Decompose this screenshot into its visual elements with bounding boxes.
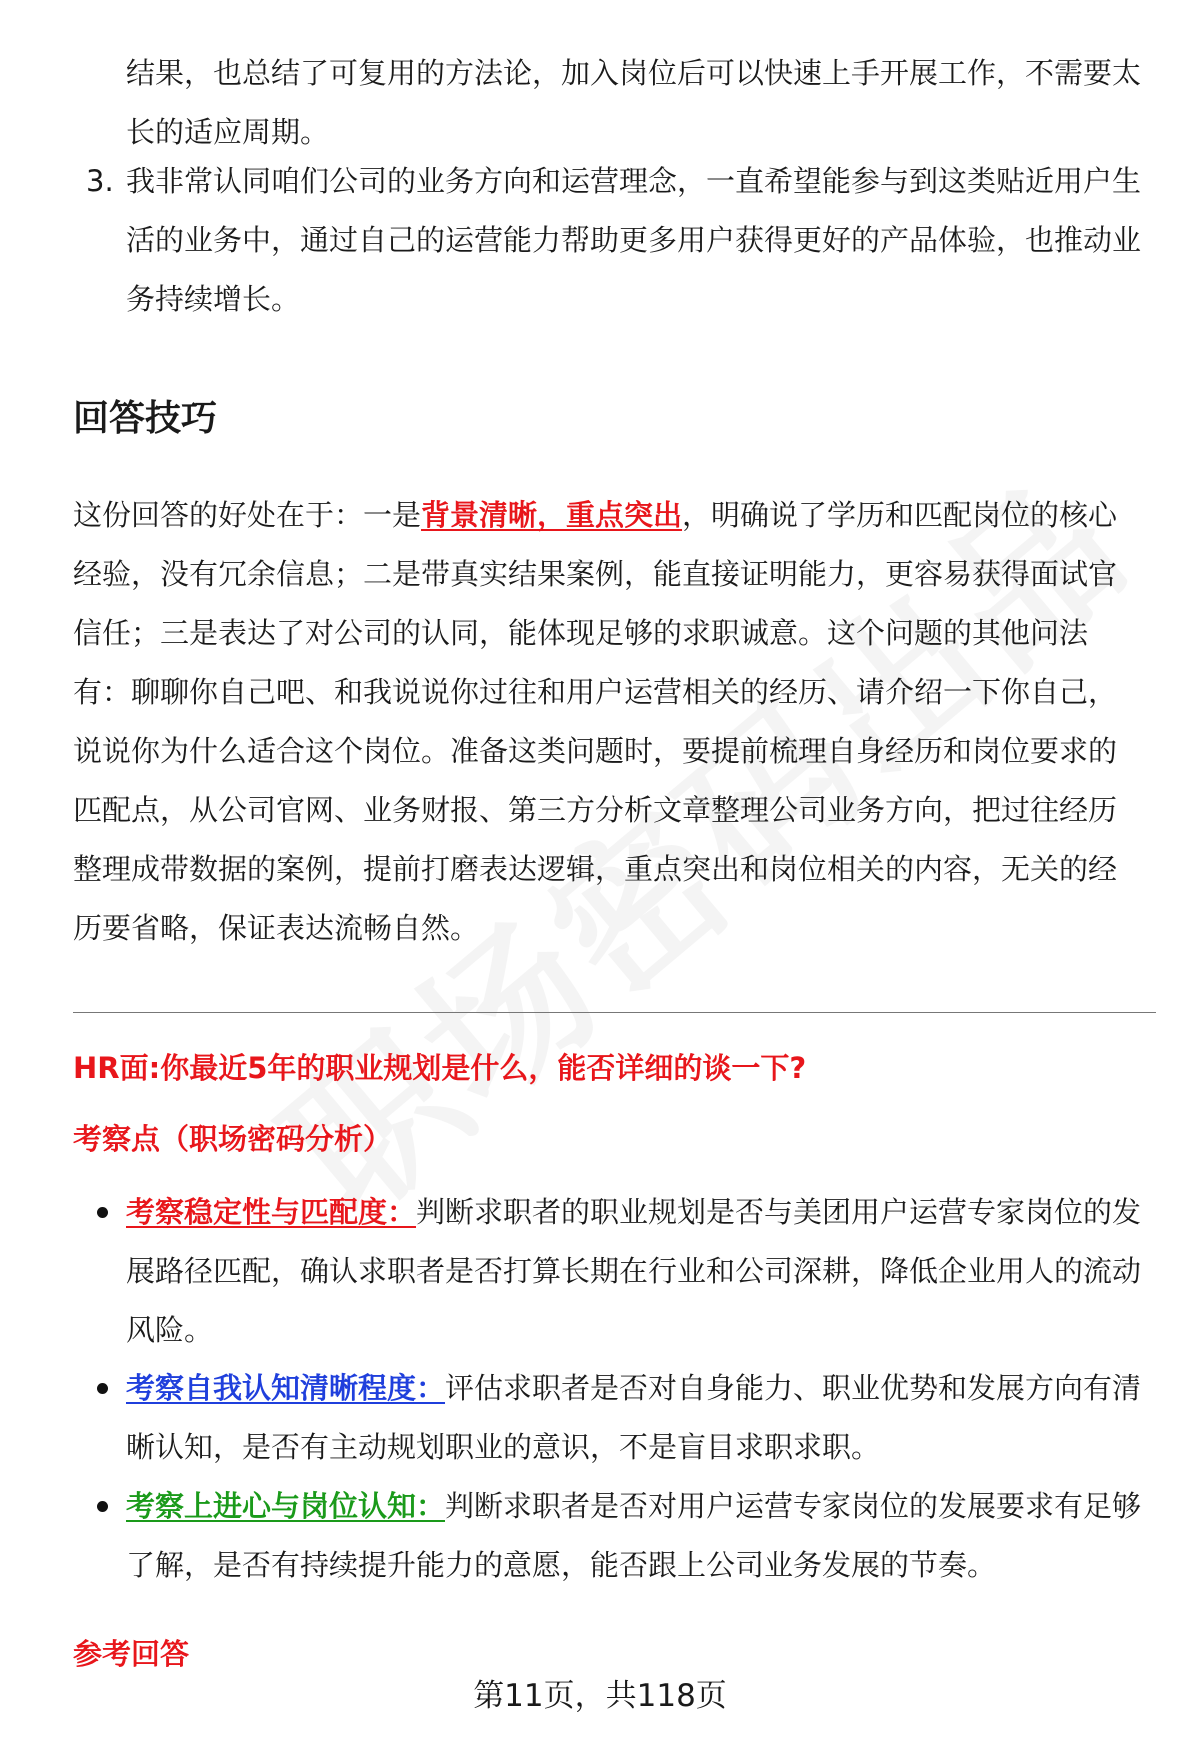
tips-highlight: 背景清晰，重点突出	[421, 498, 683, 532]
point-label: 考察稳定性与匹配度：	[126, 1195, 417, 1229]
point-label: 考察上进心与岗位认知：	[126, 1489, 446, 1523]
page-footer: 第11页，共118页	[473, 1678, 727, 1714]
question-title: HR面:你最近5年的职业规划是什么，能否详细的谈一下?	[73, 1051, 807, 1085]
tips-body: ，明确说了学历和匹配岗位的核心经验，没有冗余信息；二是带真实结果案例，能直接证明能力，更容易获得面试官信任；三是表达了对公司的认同，能体现足够的求职诚意。这个问题的其他问法有：聊聊你自己吧、和我说说你过往和用户运营相关的经历、请介绍一下你自己，说说你为什么适合这个岗位。准备这类问题时，要提前梳理自身经历和岗位要求的匹配点，从公司官网、业务财报、第三方分析文章整理公司业务方向，把过往经历整理成带数据的案例，提前打磨表达逻辑，重点突出和岗位相关的内容，无关的经历要省略，保证表达流畅自然。	[73, 498, 1118, 945]
point-self-awareness	[126, 1359, 1161, 1477]
point-text: 判断求职者是否对用户运营专家岗位的发展要求有足够了解，是否有持续提升能力的意愿，能否跟上公司业务发展的节奏。	[126, 1489, 1142, 1582]
point-ambition	[126, 1477, 1161, 1595]
point-text: 评估求职者是否对自身能力、职业优势和发展方向有清晰认知，是否有主动规划职业的意识，不是盲目求职求职。	[126, 1371, 1142, 1464]
bullet-dot	[97, 1207, 108, 1218]
tips-heading: 回答技巧	[73, 398, 218, 439]
section-divider	[73, 1012, 1156, 1013]
list-item-3-number: 3.	[86, 164, 114, 198]
answer-heading: 参考回答	[73, 1637, 190, 1671]
list-item-3-text: 我非常认同咱们公司的业务方向和运营理念，一直希望能参与到这类贴近用户生活的业务中，通过自己的运营能力帮助更多用户获得更好的产品体验，也推动业务持续增长。	[126, 164, 1142, 316]
bullet-dot	[97, 1383, 108, 1394]
tips-intro: 这份回答的好处在于：一是	[73, 498, 422, 532]
bullet-dot	[97, 1501, 108, 1512]
tips-paragraph	[73, 486, 1145, 958]
list-item-2-tail: 结果，也总结了可复用的方法论，加入岗位后可以快速上手开展工作，不需要太长的适应周期。	[126, 56, 1142, 149]
analysis-subheading: 考察点（职场密码分析）	[73, 1122, 393, 1156]
point-text: 判断求职者的职业规划是否与美团用户运营专家岗位的发展路径匹配，确认求职者是否打算长期在行业和公司深耕，降低企业用人的流动风险。	[126, 1195, 1142, 1347]
point-label: 考察自我认知清晰程度：	[126, 1371, 446, 1405]
point-stability	[126, 1183, 1161, 1360]
